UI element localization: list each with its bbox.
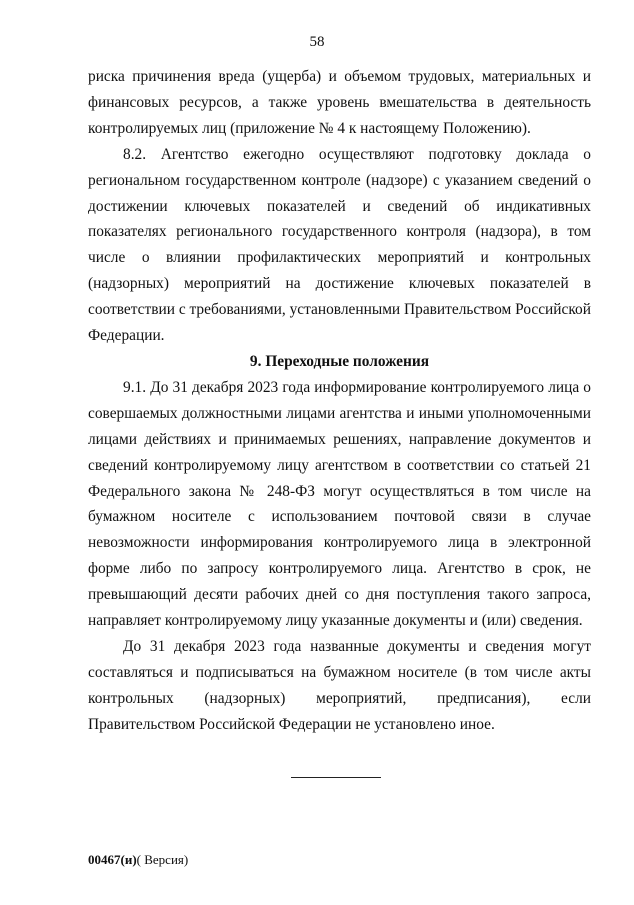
- separator-line: [291, 777, 381, 778]
- paragraph-9-1-continuation: До 31 декабря 2023 года названные документы и сведения могут составляться и подписываться на бумажном носителе (в том числе акты контрольных (надзорных) мероприятий, предписания), если Правительством Российской Федерации не установлено иное.: [88, 637, 591, 733]
- footer: [88, 852, 188, 868]
- paragraph-risk-continuation: риска причинения вреда (ущерба) и объемом трудовых, материальных и финансовых ресурсов, а также уровень вмешательства в деятельность контролируемых лиц (приложение № 4 к настоящему Положению).: [88, 68, 591, 137]
- paragraph-8-2: 8.2. Агентство ежегодно осуществляют подготовку доклада о региональном государственном контроле (надзоре) с указанием сведений о достижении ключевых показателей и сведений об индикативных показателях регионального государственного контроля (надзора), в том числе о влиянии профилактических мероприятий и контрольных (надзорных) мероприятий на достижение ключевых показателей в соответствии с требованиями, установленными Правительством Российской Федерации.: [88, 145, 591, 345]
- document-body: [88, 64, 591, 738]
- page-number: 58: [309, 34, 325, 50]
- document-code: 00467(и): [88, 852, 137, 867]
- paragraph-9-1: 9.1. До 31 декабря 2023 года информирование контролируемого лица о совершаемых должностными лицами агентства и иными уполномоченными лицами действиях и принимаемых решениях, направление документов и сведений контролируемому лицу агентством в соответствии со статьей 21 Федерального закона № 248-ФЗ могут осуществляться в том числе на бумажном носителе с использованием почтовой связи в случае невозможности информирования контролируемого лица в электронной форме либо по запросу контролируемого лица. Агентство в срок, не превышающий десяти рабочих дней со дня поступления такого запроса, направляет контролируемому лицу указанные документы и (или) сведения.: [88, 378, 591, 630]
- document-version: ( Версия): [136, 852, 189, 867]
- section-heading-transitional-provisions: 9. Переходные положения: [249, 352, 430, 370]
